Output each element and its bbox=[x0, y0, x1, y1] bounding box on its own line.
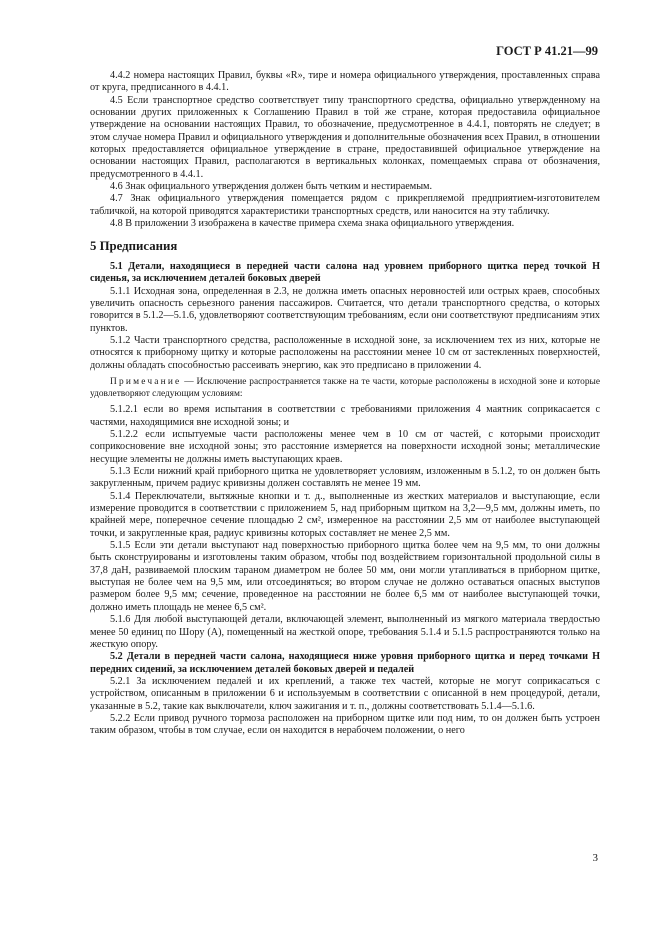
paragraph-4-6: 4.6 Знак официального утверждения должен быть четким и нестираемым. bbox=[110, 181, 433, 193]
page-number: 3 bbox=[592, 852, 598, 864]
paragraph-5-1-3: 5.1.3 Если нижний край приборного щитка не удовлетворяет условиям, изложенным в 5.1.2, то он должен быть закругленным, причем радиус кривизны должен составлять не менее 19 мм. bbox=[90, 466, 600, 490]
paragraph-4-5: 4.5 Если транспортное средство соответствует типу транспортного средства, официально утвержденному на основании других приложенных к Соглашению Правил в той же стране, которая предоставила официальное утверждение на основании настоящих Правил, то обозначение, предусмотренное в 4.4.1, повторять не следует; в этом случае номера Правил и официального утверждения и дополнительные обозначения всех Правил, в отношении которых предоставляется официальное утверждение в стране, предоставившей официальное утверждение на основании настоящих Правил, располагаются в вертикальных колонках, помещаемых справа от обозначения, предусмотренного в 4.4.1. bbox=[90, 94, 600, 180]
note-text: — Исключение распространяется также на те части, которые расположены в исходной зоне и которые удовлетворяют следующим условиям: bbox=[90, 376, 600, 400]
note-label: Примечание bbox=[110, 376, 182, 387]
paragraph-5-1-4: 5.1.4 Переключатели, вытяжные кнопки и т. д., выполненные из жестких материалов и выступающие, если измерение проводится в соответствии с приложением 5, над приборным щитком на 3,2—9,5 мм, должны иметь, по крайней мере, поперечное сечение площадью 2 см², измеренное на расстоянии 2,5 мм от наиболее выступающей точки, и закругленные края, радиус кривизны которых составляет не менее 2,5 мм. bbox=[90, 490, 600, 539]
paragraph-4-7: 4.7 Знак официального утверждения помещается рядом с прикрепляемой предприятием-изготовителем табличкой, на которой приводятся характеристики транспортных средств, или наносится на эту табличку. bbox=[90, 193, 600, 217]
section-heading-5: 5 Предписания bbox=[90, 239, 178, 254]
document-code: ГОСТ Р 41.21—99 bbox=[496, 44, 598, 58]
paragraph-5-1-6: 5.1.6 Для любой выступающей детали, включающей элемент, выполненный из мягкого материала твердостью менее 50 единиц по Шору (А), помещенный на жесткой опоре, требования 5.1.4 и 5.1.5 распространяются только на жесткую опору. bbox=[90, 614, 600, 650]
paragraph-5-1-2-1: 5.1.2.1 если во время испытания в соответствии с требованиями приложения 4 маятник соприкасается с частями, находящимися вне исходной зоны; и bbox=[90, 404, 600, 428]
document-body bbox=[90, 70, 600, 738]
paragraph-5-1-2-2: 5.1.2.2 если испытуемые части расположены менее чем в 10 см от частей, с которыми происходит соприкосновение вне исходной зоны; это расстояние измеряется на поверхности исходной зоны; металлические несущие элементы не должны иметь выступающих краев. bbox=[90, 429, 600, 465]
note-paragraph bbox=[90, 376, 600, 400]
paragraph-4-4-2: 4.4.2 номера настоящих Правил, буквы «R», тире и номера официального утверждения, проставленных справа от круга, предписанного в 4.4.1. bbox=[90, 70, 600, 94]
subsection-heading-5-1: 5.1 Детали, находящиеся в передней части салона над уровнем приборного щитка перед точкой H сиденья, за исключением деталей боковых дверей bbox=[90, 260, 600, 285]
paragraph-5-1-2: 5.1.2 Части транспортного средства, расположенные в исходной зоне, за исключением тех из них, которые не относятся к приборному щитку и которые расположены на расстоянии менее 10 см от застекленных поверхностей, должны обладать способностью рассеивать энергию, как это предписано в приложении 4. bbox=[90, 334, 600, 371]
paragraph-5-2-2: 5.2.2 Если привод ручного тормоза расположен на приборном щитке или под ним, то он должен быть устроен таким образом, чтобы в том случае, если он находится в нерабочем положении, о него bbox=[90, 712, 600, 737]
paragraph-5-1-1: 5.1.1 Исходная зона, определенная в 2.3, не должна иметь опасных неровностей или острых краев, способных увеличить опасность серьезного ранения пассажиров. Считается, что детали транспортного средства, о которых говорится в 5.1.2—5.1.6, удовлетворяют соответствующим требованиям, если они соответствуют предписаниям этих пунктов. bbox=[90, 285, 600, 334]
subsection-heading-5-2: 5.2 Детали в передней части салона, находящиеся ниже уровня приборного щитка и перед точками H передних сидений, за исключением деталей боковых дверей и педалей bbox=[90, 651, 600, 675]
paragraph-5-2-1: 5.2.1 За исключением педалей и их креплений, а также тех частей, которые не могут соприкасаться с устройством, описанным в приложении 6 и используемым в соответствии с описанной в нем процедурой, детали, указанные в 5.2, такие как выключатели, ключ зажигания и т. п., должны соответствовать 5.1.4—5.1.6. bbox=[90, 675, 600, 712]
paragraph-4-8: 4.8 В приложении 3 изображена в качестве примера схема знака официального утверждения. bbox=[110, 218, 515, 230]
paragraph-5-1-5: 5.1.5 Если эти детали выступают над поверхностью приборного щитка более чем на 9,5 мм, то они должны быть сконструированы и изготовлены таким образом, чтобы под воздействием горизонтальной продольной силы в 37,8 даН, развиваемой плоским тараном диаметром не более 50 мм, они могли утапливаться в приборном щитке, выступая не более чем на 9,5 мм, или отсоединяться; во втором случае не должно оставаться опасных выступов размером более 9,5 мм; сечение, проведенное на расстоянии не более 6,5 мм от наиболее выступающей точки, должно иметь площадь не менее 6,5 см². bbox=[90, 540, 600, 613]
